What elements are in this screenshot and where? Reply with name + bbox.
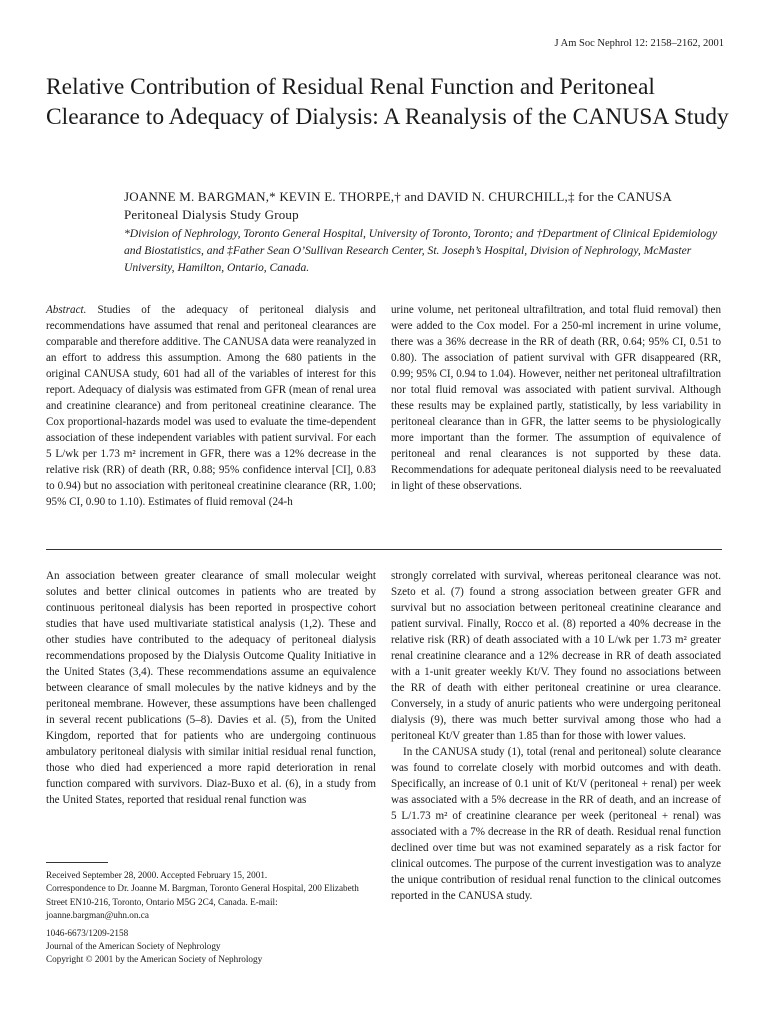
footnotes bbox=[46, 869, 378, 967]
body-column-right bbox=[391, 568, 721, 904]
journal-reference: J Am Soc Nephrol 12: 2158–2162, 2001 bbox=[554, 38, 724, 49]
canusa-paragraph: In the CANUSA study (1), total (renal and peritoneal) solute clearance was found to correlate closely with morbid outcomes and with death. Specifically, an increase of 0.1 unit of Kt/V (peritoneal + renal) per week was associated with a 5% decrease in the RR of death, and an increase of 5 L/1.73 m² of creatinine clearance per week (peritoneal + renal) was associated with a 7% decrease in the RR of death. Residual renal function declined over time but was not examined separately as a risk factor for clinical outcomes. The purpose of the current investigation was to analyze the unique contribution of residual renal function to the clinical outcomes reported in the CANUSA study. bbox=[391, 746, 721, 902]
author-list: JOANNE M. BARGMAN,* KEVIN E. THORPE,† and DAVID N. CHURCHILL,‡ for the CANUSA Peritoneal Dialysis Study Group bbox=[124, 189, 672, 222]
byline bbox=[124, 188, 729, 276]
abstract-divider bbox=[46, 549, 722, 550]
correspondence-note: Correspondence to Dr. Joanne M. Bargman, Toronto General Hospital, 200 Elizabeth Street EN10-216, Toronto, Ontario M5G 2C4, Canada. E-mail: joanne.bargman@uhn.on.ca bbox=[46, 883, 359, 921]
abstract-text-left: Studies of the adequacy of peritoneal dialysis and recommendations have assumed that renal and peritoneal clearances are comparable and therefore additive. The CANUSA data were reanalyzed in an effort to address this assumption. Among the 680 patients in the original CANUSA study, 601 had all of the variables of interest for this report. Adequacy of dialysis was estimated from GFR (mean of renal urea and creatinine clearance) and from peritoneal creatinine clearance. The Cox proportional-hazards model was used to evaluate the time-dependent association of these independent variables with patient survival. For each 5 L/wk per 1.73 m² increment in GFR, there was a 12% decrease in the relative risk (RR) of death (RR, 0.88; 95% confidence interval [CI], 0.83 to 0.94) but no association with peritoneal creatinine clearance (RR, 1.00; 95% CI, 0.90 to 1.10). Estimates of fluid removal (24-h bbox=[46, 304, 377, 508]
body-column-left bbox=[46, 568, 376, 808]
abstract-label: Abstract. bbox=[46, 304, 87, 316]
intro-paragraph: An association between greater clearance of small molecular weight solutes and better clinical outcomes in patients who are treated by continuous peritoneal dialysis has been reported in prospective cohort studies that have used multivariate statistical analysis (1,2). These and other studies have contributed to the adequacy of peritoneal dialysis recommendations proposed by the Dialysis Outcome Quality Initiative in the United States (3,4). These recommendations assume an equivalence between clearance of small molecules by the native kidneys and by the peritoneal membrane. However, these assumptions have been challenged in several recent publications (5–8). Davies et al. (5), from the United Kingdom, reported that for patients who are undergoing continuous ambulatory peritoneal dialysis with similar initial residual renal function, those who died had experienced a more rapid deterioration in renal function compared with survivors. Diaz-Buxo et al. (6), in a study from the United States, reported that residual renal function was bbox=[46, 570, 376, 806]
abstract-text-right: urine volume, net peritoneal ultrafiltration, and total fluid removal) then were added to the Cox model. For a 250-ml increment in urine volume, there was a 36% decrease in the RR of death (RR, 0.64; 95% CI, 0.51 to 0.80). The association of patient survival with GFR disappeared (RR, 0.99; 95% CI, 0.94 to 1.04). However, neither net peritoneal ultrafiltration nor total fluid removal was associated with patient survival. Although these results may be explained partly, statistically, by less variability in peritoneal clearance than in GFR, the latter seems to be physiologically more important than the former. The assumption of equivalence of peritoneal and renal clearances is not supported by these data. Recommendations for adequate peritoneal dialysis need to be reevaluated in light of these observations. bbox=[391, 304, 721, 492]
article-title: Relative Contribution of Residual Renal Function and Peritoneal Clearance to Adequacy of Dialysis: A Reanalysis of the CANUSA Study bbox=[46, 74, 729, 130]
abstract-paragraph-start bbox=[46, 302, 376, 510]
footnote-divider bbox=[46, 862, 108, 863]
author-affiliations: *Division of Nephrology, Toronto General Hospital, University of Toronto, Toronto; and †Department of Clinical Epidemiology and Biostatistics, and ‡Father Sean O’Sullivan Research Center, St. Joseph’s Hospital, Division of Nephrology, McMaster University, Hamilton, Ontario, Canada. bbox=[124, 227, 718, 274]
received-dates: Received September 28, 2000. Accepted February 15, 2001. bbox=[46, 870, 268, 880]
abstract-column-right bbox=[391, 302, 721, 494]
abstract-column-left bbox=[46, 302, 376, 510]
journal-name: Journal of the American Society of Nephrology bbox=[46, 941, 221, 952]
copyright-notice: Copyright © 2001 by the American Society of Nephrology bbox=[46, 954, 263, 965]
issn: 1046-6673/1209-2158 bbox=[46, 927, 129, 938]
intro-paragraph-continued: strongly correlated with survival, whereas peritoneal clearance was not. Szeto et al. (7) found a strong association between greater GFR and survival but no association between peritoneal creatinine clearance and patient survival. Finally, Rocco et al. (8) reported a 40% decrease in the relative risk (RR) of death associated with a 10 L/wk per 1.73 m² greater renal creatinine clearance and a 12% decrease in RR of death associated with a 1-unit greater weekly Kt/V. They found no associations between the RR of death with either peritoneal creatinine or urea clearance. Conversely, in a study of anuric patients who were undergoing peritoneal dialysis (9), there was much better survival among those who had a peritoneal Kt/V greater than 1.85 than for those with lower values. bbox=[391, 570, 721, 742]
